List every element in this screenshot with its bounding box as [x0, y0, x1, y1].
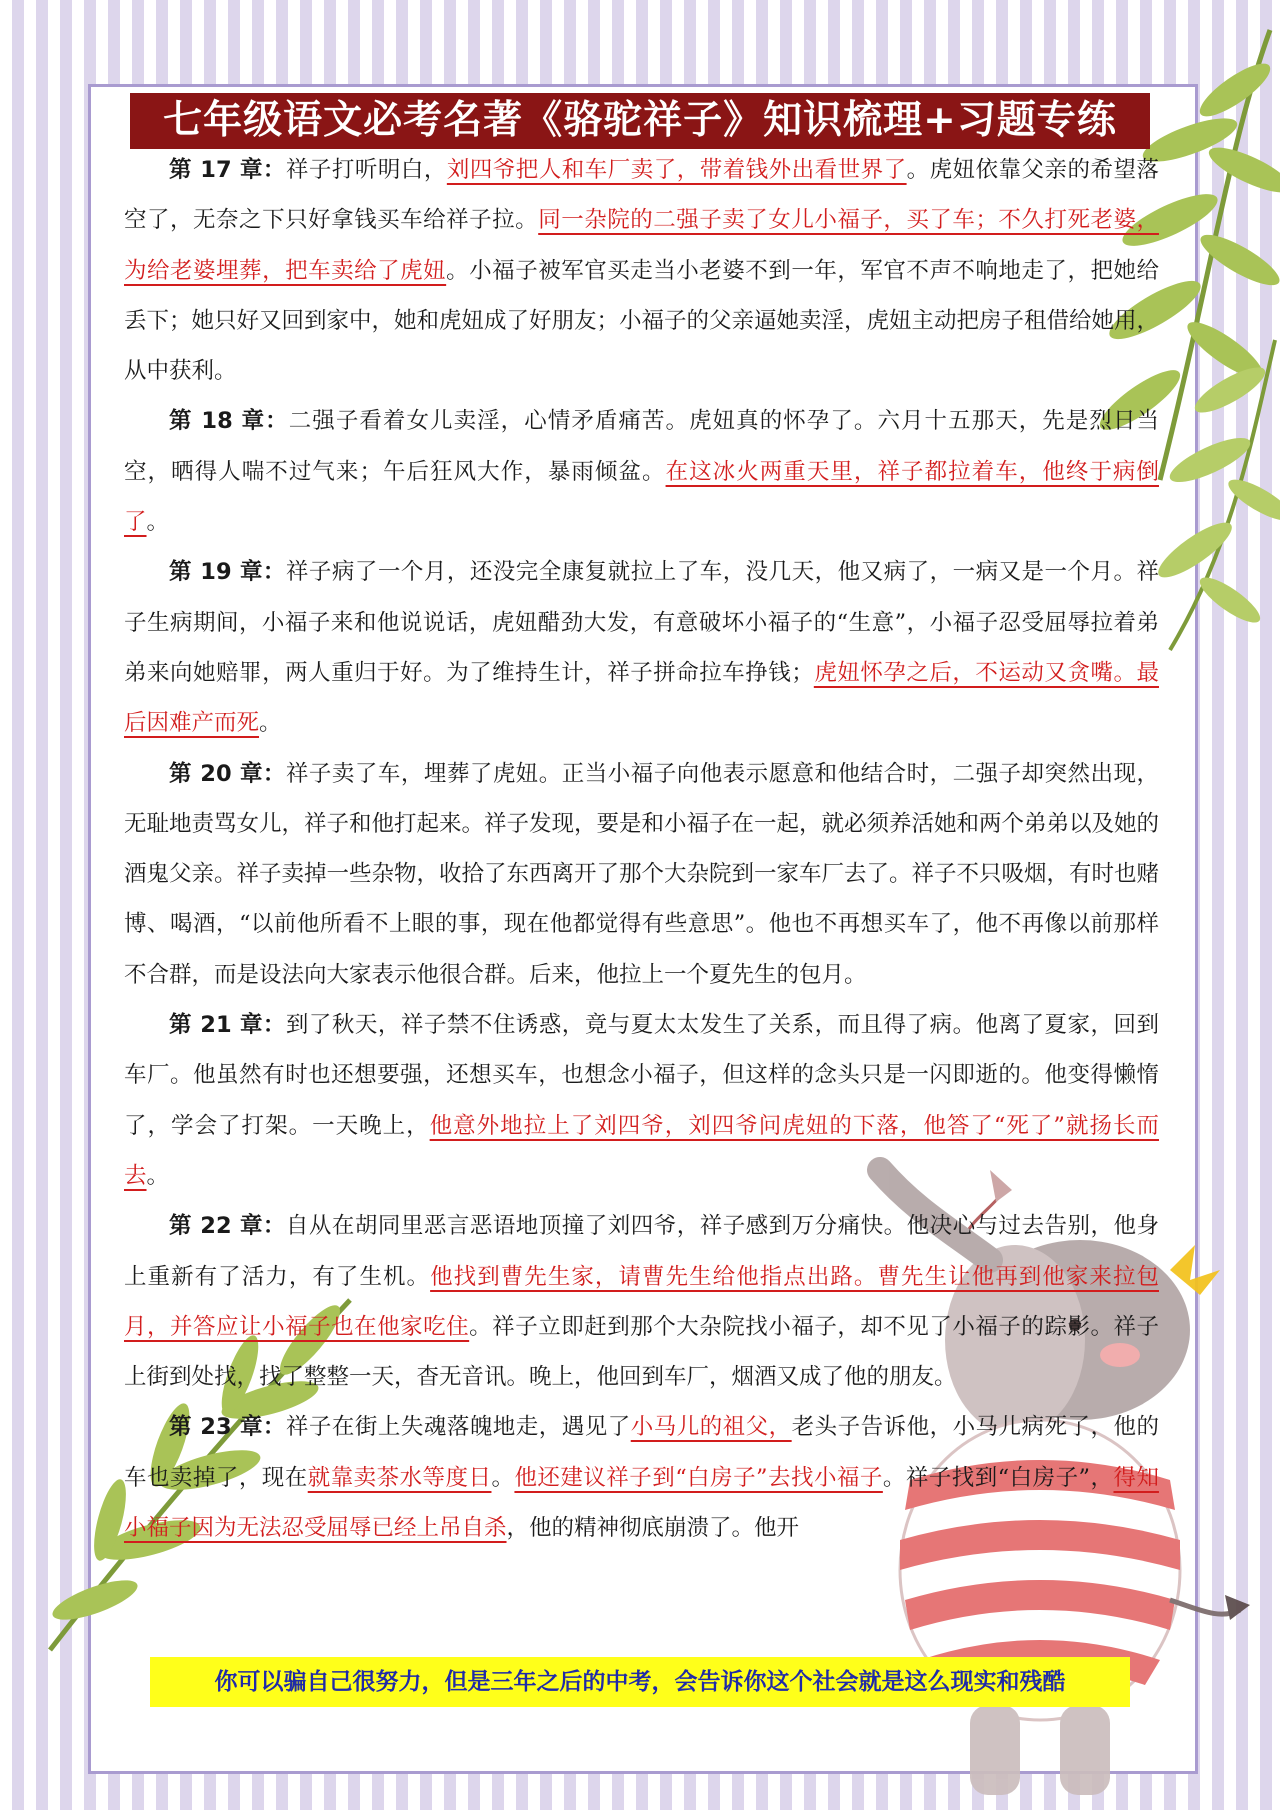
body-text: 。祥子立即赶到那个大杂院找小福子，却不见了小福子的踪影。祥子上街到处找，找了整整一天，杳无音讯。晚上，他回到车厂，烟酒又成了他的朋友。 — [124, 1313, 1159, 1391]
article-body — [124, 145, 1159, 1553]
chapter-heading: 第 22 章： — [169, 1213, 286, 1240]
body-text: 祥子病了一个月，还没完全康复就拉上了车，没几天，他又病了，一病又是一个月。祥子生病期间，小福子来和他说说话，虎妞醋劲大发，有意破坏小福子的“生意”，小福子忍受屈辱拉着弟弟来向她赔罪，两人重归于好。为了维持生计，祥子拼命拉车挣钱； — [124, 559, 1159, 686]
body-text: 到了秋天，祥子禁不住诱惑，竟与夏太太发生了关系，而且得了病。他离了夏家，回到车厂。他虽然有时也还想要强，还想买车，也想念小福子，但这样的念头只是一闪即逝的。他变得懒惰了，学会了打架。一天晚上， — [124, 1012, 1159, 1139]
body-text: 。祥子找到“白房子”， — [882, 1464, 1114, 1491]
body-text: ，他的精神彻底崩溃了。他开 — [506, 1515, 800, 1542]
highlighted-text: 小马儿的祖父， — [630, 1414, 792, 1441]
chapter-paragraph — [124, 1402, 1159, 1553]
chapter-paragraph — [124, 547, 1159, 748]
body-text: 祥子在街上失魂落魄地走，遇见了 — [285, 1414, 631, 1441]
body-text: 。 — [491, 1464, 515, 1491]
body-text: 。 — [259, 710, 282, 737]
chapter-heading: 第 21 章： — [169, 1012, 286, 1039]
chapter-heading: 第 23 章： — [169, 1414, 286, 1441]
highlighted-text: 他找到曹先生家，请曹先生给他指点出路。曹先生让他再到他家来拉包月，并答应让小福子也在他家吃住 — [124, 1263, 1159, 1340]
chapter-paragraph — [124, 145, 1159, 396]
body-text: 。虎妞依靠父亲的希望落空了，无奈之下只好拿钱买车给祥子拉。 — [124, 157, 1159, 234]
body-text: 。 — [146, 1162, 170, 1189]
chapter-heading: 第 20 章： — [169, 760, 286, 787]
body-text: 二强子看着女儿卖淫，心情矛盾痛苦。虎妞真的怀孕了。六月十五那天，先是烈日当空，晒得人喘不过气来；午后狂风大作，暴雨倾盆。 — [124, 408, 1159, 485]
chapter-heading: 第 17 章： — [169, 157, 286, 183]
highlighted-text: 他还建议祥子到“白房子”去找小福子 — [514, 1464, 883, 1491]
highlighted-text: 就靠卖茶水等度日 — [307, 1464, 492, 1491]
body-text: 。小福子被军官买走当小老婆不到一年，军官不声不响地走了，把她给丢下；她只好又回到家中，她和虎妞成了好朋友；小福子的父亲逼她卖淫，虎妞主动把房子租借给她用，从中获利。 — [124, 257, 1160, 385]
body-text: 自从在胡同里恶言恶语地顶撞了刘四爷，祥子感到万分痛快。他决心与过去告别，他身上重新有了活力，有了生机。 — [124, 1213, 1159, 1290]
chapter-heading: 第 18 章： — [169, 408, 289, 435]
chapter-paragraph — [124, 396, 1159, 547]
chapter-paragraph — [124, 749, 1159, 1000]
chapter-paragraph — [124, 1201, 1159, 1402]
body-text: 。 — [146, 509, 170, 536]
chapter-heading: 第 19 章： — [169, 559, 286, 586]
highlighted-text: 虎妞怀孕之后，不运动又贪嘴。最后因难产而死 — [124, 659, 1159, 737]
highlighted-text: 得知小福子因为无法忍受屈辱已经上吊自杀 — [124, 1464, 1159, 1542]
body-text: 祥子卖了车，埋葬了虎妞。正当小福子向他表示愿意和他结合时，二强子却突然出现，无耻地责骂女儿，祥子和他打起来。祥子发现，要是和小福子在一起，就必须养活她和两个弟弟以及她的酒鬼父亲。祥子卖掉一些杂物，收拾了东西离开了那个大杂院到一家车厂去了。祥子不只吸烟，有时也赌博、喝酒，“以前他所看不上眼的事，现在他都觉得有些意思”。他也不再想买车了，他不再像以前那样不合群，而是设法向大家表示他很合群。后来，他拉上一个夏先生的包月。 — [124, 760, 1160, 988]
page-title: 七年级语文必考名著《骆驼祥子》知识梳理+习题专练 — [130, 93, 1150, 149]
motivational-banner: 你可以骗自己很努力，但是三年之后的中考，会告诉你这个社会就是这么现实和残酷 — [150, 1657, 1130, 1707]
highlighted-text: 在这冰火两重天里，祥子都拉着车，他终于病倒了 — [124, 458, 1159, 536]
chapter-paragraph — [124, 1000, 1159, 1201]
body-text: 祥子打听明白， — [285, 157, 447, 183]
highlighted-text: 他意外地拉上了刘四爷，刘四爷问虎妞的下落，他答了“死了”就扬长而去 — [124, 1112, 1159, 1189]
highlighted-text: 同一杂院的二强子卖了女儿小福子，买了车；不久打死老婆，为给老婆埋葬，把车卖给了虎妞 — [124, 207, 1159, 284]
highlighted-text: 刘四爷把人和车厂卖了，带着钱外出看世界了 — [446, 157, 907, 183]
body-text: 老头子告诉他，小马儿病死了，他的车也卖掉了，现在 — [124, 1414, 1159, 1491]
